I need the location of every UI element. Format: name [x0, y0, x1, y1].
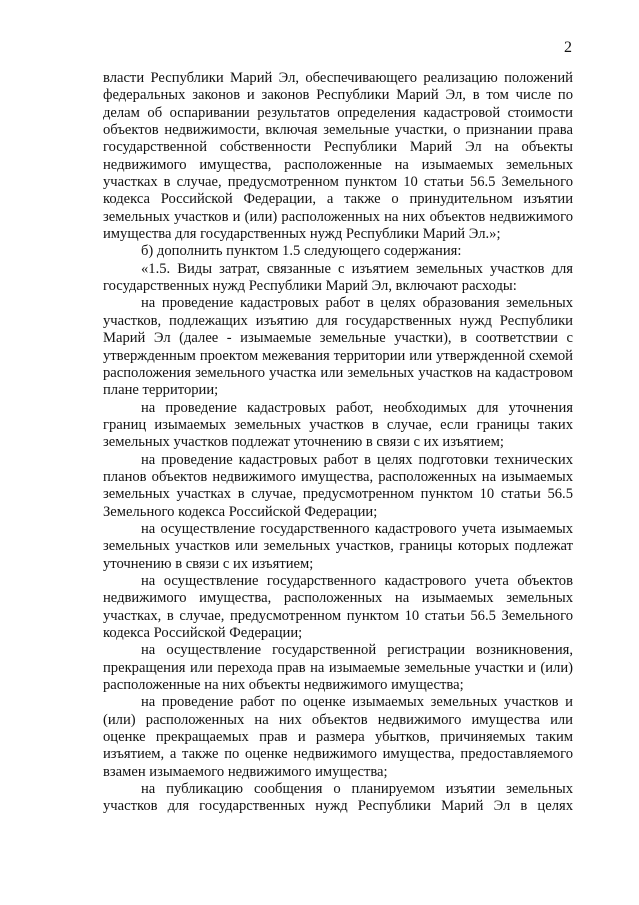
paragraph-continuation: власти Республики Марий Эл, обеспечивающего реализацию положений федеральных законов и законов Республики Марий Эл, в том числе по делам об оспаривании результатов определения кадастровой стоимости объектов недвижимости, включая земельные участки, о признании права государственной собственности Республики Марий Эл на объекты недвижимого имущества, расположенные на изымаемых земельных участках в случае, предусмотренном пунктом 10 статьи 56.5 Земельного кодекса Российской Федерации, а также о принудительном изъятии земельных участков и (или) расположенных на них объектов недвижимого имущества для государственных нужд Республики Марий Эл.»; [103, 70, 573, 243]
page-number: 2 [564, 39, 572, 56]
paragraph-expense-item: на проведение кадастровых работ в целях образования земельных участков, подлежащих изъятию для государственных нужд Республики Марий Эл (далее - изымаемые земельные участки), в соответствии с утвержденным проектом межевания территории или утвержденной схемой расположения земельного участка или земельных участков на кадастровом плане территории; [103, 295, 573, 399]
paragraph-clause-1-5: «1.5. Виды затрат, связанные с изъятием земельных участков для государственных нужд Республики Марий Эл, включают расходы: [103, 260, 573, 295]
paragraph-expense-item: на проведение кадастровых работ, необходимых для уточнения границ изымаемых земельных участков в случае, если границы таких земельных участков подлежат уточнению в связи с их изъятием; [103, 399, 573, 451]
paragraph-expense-item: на проведение работ по оценке изымаемых земельных участков и (или) расположенных на них объектов недвижимого имущества или оценке прекращаемых прав и размера убытков, причиняемых таким изъятием, а также по оценке недвижимого имущества, предоставляемого взамен изымаемого недвижимого имущества; [103, 694, 573, 780]
paragraph-expense-item: на осуществление государственного кадастрового учета изымаемых земельных участков или земельных участков, границы которых подлежат уточнению в связи с их изъятием; [103, 520, 573, 572]
paragraph-expense-item: на проведение кадастровых работ в целях подготовки технических планов объектов недвижимого имущества, расположенных на изымаемых земельных участках в случае, предусмотренном пунктом 10 статьи 56.5 Земельного кодекса Российской Федерации; [103, 451, 573, 520]
paragraph-amendment-b: б) дополнить пунктом 1.5 следующего содержания: [141, 243, 462, 260]
document-body [103, 70, 573, 816]
paragraph-expense-item: на осуществление государственной регистрации возникновения, прекращения или перехода прав на изымаемые земельные участки и (или) расположенные на них объекты недвижимого имущества; [103, 642, 573, 694]
paragraph-expense-item: на осуществление государственного кадастрового учета объектов недвижимого имущества, расположенных на изымаемых земельных участках, в случае, предусмотренном пунктом 10 статьи 56.5 Земельного кодекса Российской Федерации; [103, 572, 573, 641]
paragraph-expense-item: на публикацию сообщения о планируемом изъятии земельных участков для государственных нужд Республики Марий Эл в целях [103, 781, 573, 815]
